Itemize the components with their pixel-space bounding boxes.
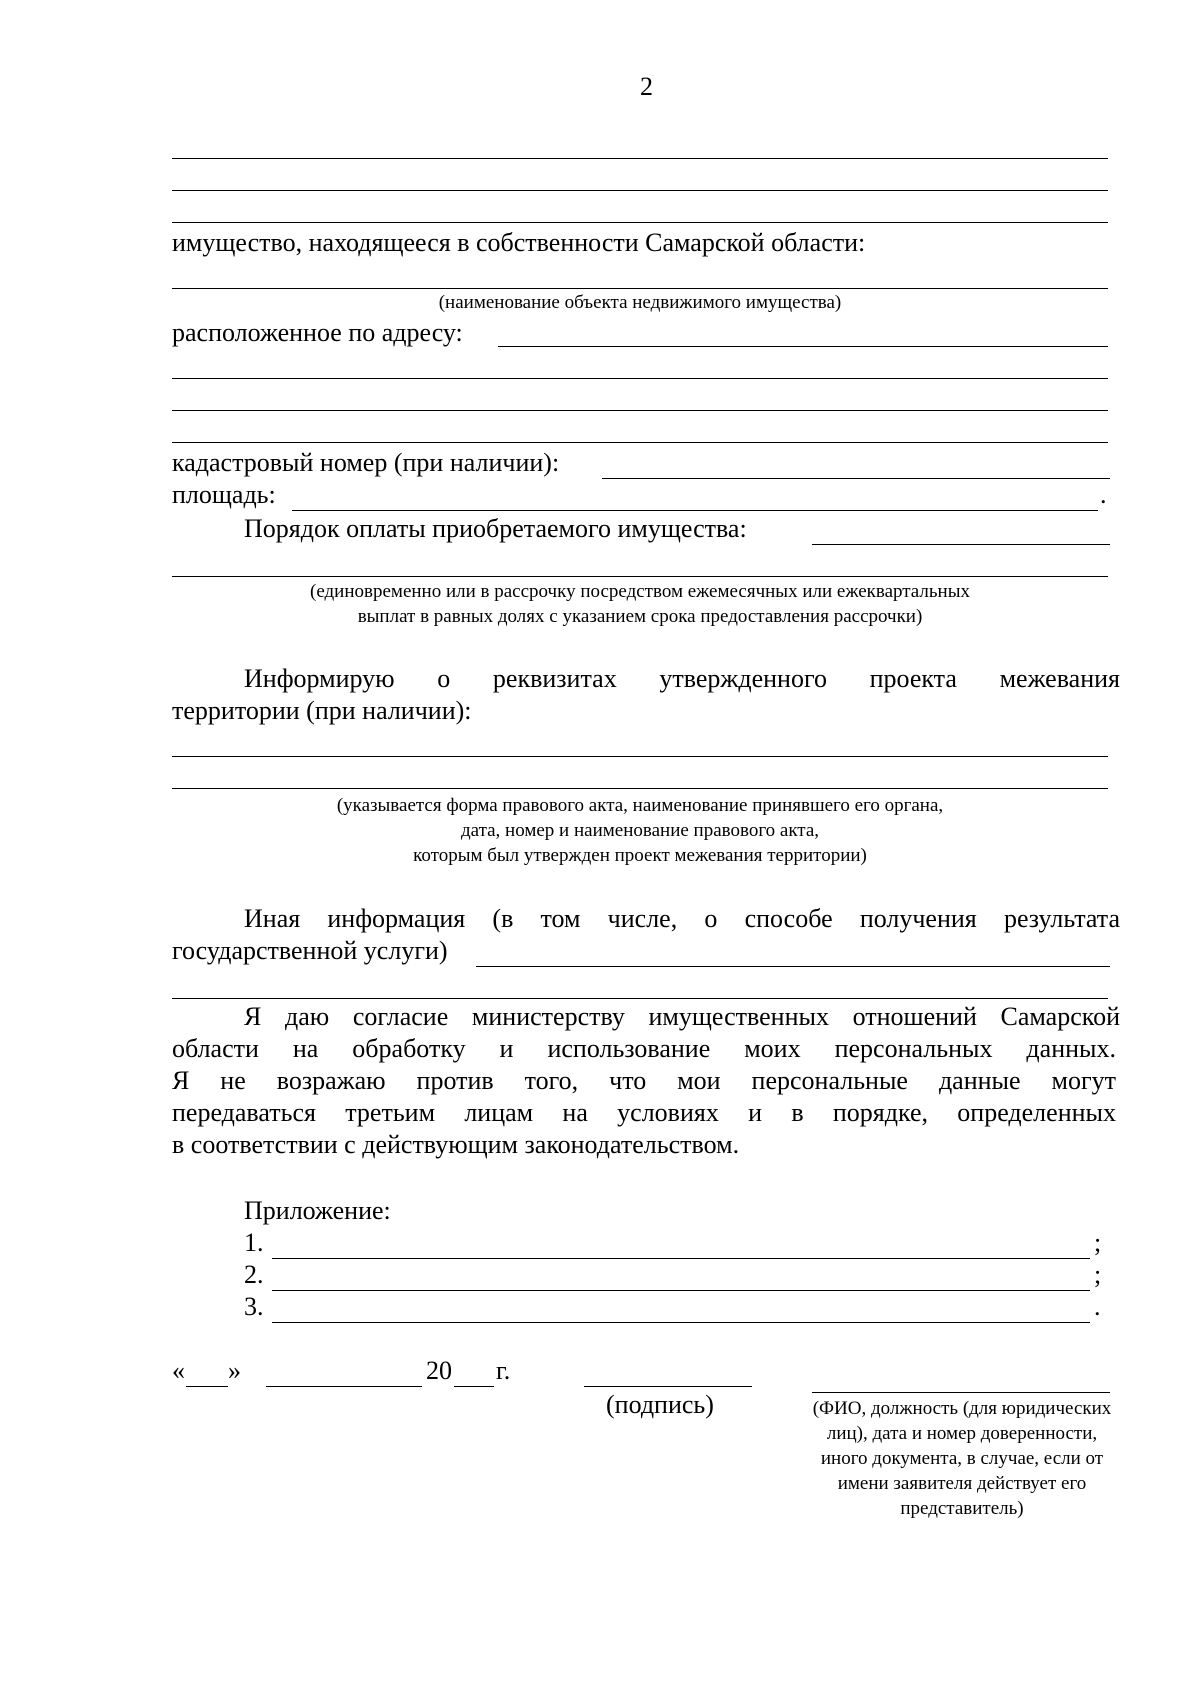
date-year-suffix: г. [496, 1356, 511, 1385]
payment-caption-line2: выплат в равных долях с указанием срока предоставления рассрочки) [357, 606, 923, 627]
payment-line[interactable] [172, 576, 1108, 577]
blank-line[interactable] [172, 222, 1108, 223]
other-info-line[interactable] [172, 998, 1108, 999]
survey-text-line1: Информирую о реквизитах утвержденного проекта межевания [244, 664, 1120, 693]
attachment-number: 3. [244, 1292, 264, 1321]
attachment-end-mark: ; [1094, 1260, 1102, 1289]
property-label: имущество, находящееся в собственности Самарской области: [172, 228, 866, 257]
survey-line[interactable] [172, 756, 1108, 757]
address-line[interactable] [498, 346, 1108, 347]
date-year-prefix: 20 [426, 1356, 452, 1385]
area-end-mark: . [1100, 480, 1107, 509]
attachment-end-mark: . [1094, 1292, 1101, 1321]
date-day-line[interactable] [186, 1386, 228, 1387]
area-line[interactable] [292, 510, 1098, 511]
survey-caption-line3: которым был утвержден проект межевания территории) [413, 845, 867, 866]
consent-line5: в соответствии с действующим законодательством. [172, 1130, 740, 1159]
address-line[interactable] [172, 442, 1108, 443]
consent-line2: области на обработку и использование моих персональных данных. [172, 1034, 1116, 1063]
other-info-line1: Иная информация (в том числе, о способе получения результата [244, 904, 1120, 933]
address-line[interactable] [172, 410, 1108, 411]
signature-caption: (подпись) [606, 1390, 714, 1419]
date-year-line[interactable] [454, 1386, 494, 1387]
survey-caption-line2: дата, номер и наименование правового акта, [460, 820, 820, 841]
payment-label: Порядок оплаты приобретаемого имущества: [244, 514, 747, 543]
attachment-end-mark: ; [1094, 1228, 1102, 1257]
address-label: расположенное по адресу: [172, 318, 463, 347]
consent-line4: передаваться третьим лицам на условиях и в порядке, определенных [172, 1098, 1116, 1127]
cadastral-label: кадастровый номер (при наличии): [172, 448, 560, 477]
fio-caption: (ФИО, должность (для юридических лиц), дата и номер доверенности, иного документа, в случае, если от имени заявителя действует его представитель) [812, 1398, 1112, 1519]
blank-line[interactable] [172, 158, 1108, 159]
attachment-line[interactable] [272, 1258, 1090, 1259]
attachment-number: 2. [244, 1260, 264, 1289]
payment-caption-line1: (единовременно или в рассрочку посредством ежемесячных или ежеквартальных [310, 581, 970, 602]
attachments-title: Приложение: [244, 1196, 391, 1225]
other-info-line2: государственной услуги) [172, 936, 448, 965]
address-line[interactable] [172, 378, 1108, 379]
survey-text-line2: территории (при наличии): [172, 696, 472, 725]
survey-caption-line1: (указывается форма правового акта, наименование принявшего его органа, [336, 795, 944, 816]
property-name-caption: (наименование объекта недвижимого имущества) [438, 292, 842, 313]
attachment-number: 1. [244, 1228, 264, 1257]
consent-line3: Я не возражаю против того, что мои персональные данные могут [172, 1066, 1116, 1095]
date-quote-close: » [228, 1356, 241, 1385]
cadastral-number-line[interactable] [602, 478, 1110, 479]
property-name-line[interactable] [172, 288, 1108, 289]
fio-line[interactable] [812, 1392, 1110, 1393]
blank-line[interactable] [172, 190, 1108, 191]
payment-line[interactable] [812, 544, 1110, 545]
page-number: 2 [640, 72, 653, 101]
survey-line[interactable] [172, 788, 1108, 789]
other-info-line[interactable] [476, 966, 1110, 967]
signature-line[interactable] [584, 1386, 752, 1387]
area-label: площадь: [172, 480, 276, 509]
date-quote-open: « [172, 1356, 185, 1385]
date-month-line[interactable] [266, 1386, 422, 1387]
attachment-line[interactable] [272, 1290, 1090, 1291]
attachment-line[interactable] [272, 1322, 1090, 1323]
consent-line1: Я даю согласие министерству имущественных отношений Самарской [244, 1002, 1120, 1031]
